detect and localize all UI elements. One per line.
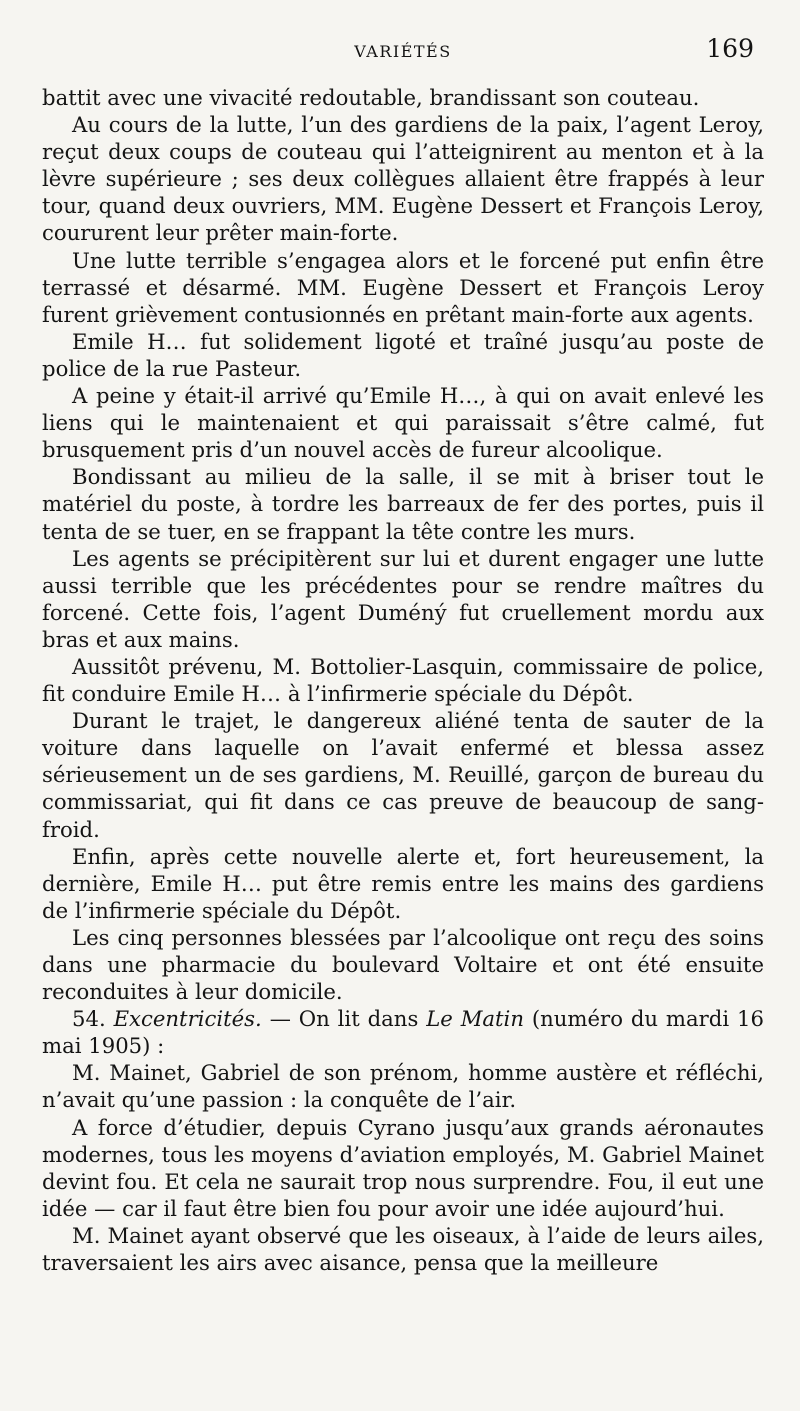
paragraph: M. Mainet, Gabriel de son prénom, homme austère et réfléchi, n’avait qu’une passion : la conquête de l’air. — [42, 1060, 764, 1113]
paragraph: Enfin, après cette nouvelle alerte et, fort heureusement, la dernière, Emile H… put être remis entre les mains des gardiens de l’infirmerie spéciale du Dépôt. — [42, 843, 764, 923]
newspaper-title: Le Matin — [426, 1006, 524, 1032]
paragraph: Une lutte terrible s’engagea alors et le forcené put enfin être terrassé et désarmé. MM. Eugène Dessert et François Leroy furent grièvement contusionnés en prêtant main-forte aux agents. — [42, 247, 764, 327]
paragraph: Les agents se précipitèrent sur lui et durent engager une lutte aussi terrible que les précédentes pour se rendre maîtres du forcené. Cette fois, l’agent Duméný fut cruellement mordu aux bras et aux mains. — [42, 545, 764, 652]
paragraph: A force d’étudier, depuis Cyrano jusqu’aux grands aéronautes modernes, tous les moyens d’aviation employés, M. Gabriel Mainet devint fou. Et cela ne saurait trop nous surprendre. Fou, il eut une idée — car il faut être bien fou pour avoir une idée aujourd’hui. — [42, 1114, 765, 1221]
paragraph: Aussitôt prévenu, M. Bottolier-Lasquin, commissaire de police, fit conduire Emile H… à l’infirmerie spéciale du Dépôt. — [42, 653, 764, 707]
paragraph: Au cours de la lutte, l’un des gardiens de la paix, l’agent Leroy, reçut deux coups de couteau qui l’atteignirent au menton et à la lèvre supérieure ; ses deux collègues allaient être frappés à leur tour, quand deux ouvriers, MM. Eugène Dessert et François Leroy, coururent leur prêter main-forte. — [42, 112, 764, 246]
page-number: 169 — [706, 34, 754, 63]
body-text — [42, 84, 764, 1276]
paragraph: Durant le trajet, le dangereux aliéné tenta de sauter de la voiture dans laquelle on l’avait enfermé et blessa assez sérieusement un de ses gardiens, M. Reuillé, garçon de bureau du commissariat, qui fit dans ce cas preuve de beaucoup de sang-froid. — [42, 708, 764, 842]
section-54-heading — [42, 1005, 764, 1059]
page-header — [42, 34, 764, 84]
section-number: 54. — [72, 1006, 106, 1032]
running-title: VARIÉTÉS — [354, 42, 452, 61]
paragraph: Emile H… fut solidement ligoté et traîné jusqu’au poste de police de la rue Pasteur. — [42, 328, 764, 381]
paragraph: Bondissant au milieu de la salle, il se mit à briser tout le matériel du poste, à tordre les barreaux de fer des portes, puis il tenta de se tuer, en se frappant la tête contre les murs. — [42, 464, 764, 544]
paragraph: battit avec une vivacité redoutable, brandissant son couteau. — [42, 85, 700, 110]
section-title: Excentricités. — [113, 1006, 262, 1032]
section-lead: — On lit dans — [269, 1006, 419, 1032]
paragraph: A peine y était-il arrivé qu’Emile H…, à qui on avait enlevé les liens qui le maintenaient et qui paraissait s’être calmé, fut brusquement pris d’un nouvel accès de fureur alcoolique. — [42, 383, 764, 463]
paragraph: M. Mainet ayant observé que les oiseaux, à l’aide de leurs ailes, traversaient les airs avec aisance, pensa que la meilleure — [42, 1222, 764, 1276]
section-tail: (numéro du mardi 16 mai 1905) : — [42, 1006, 764, 1059]
paragraph: Les cinq personnes blessées par l’alcoolique ont reçu des soins dans une pharmacie du boulevard Voltaire et ont été ensuite reconduites à leur domicile. — [42, 924, 764, 1005]
